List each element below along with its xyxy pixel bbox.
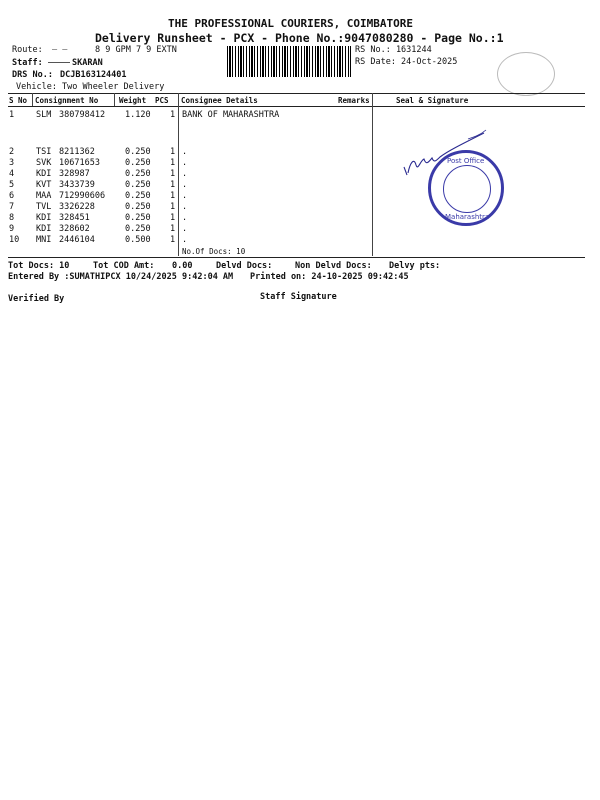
row-sno: 4 [9, 169, 15, 179]
staff-label: Staff: [12, 58, 43, 68]
row-weight: 0.250 [125, 224, 151, 234]
row-pcs: 1 [170, 224, 176, 234]
delvy-pts: Delvy pts: [389, 261, 441, 271]
delvd-docs: Delvd Docs: [216, 261, 273, 271]
row-consignment: 380798412 [59, 110, 106, 120]
row-weight: 0.250 [125, 147, 151, 157]
col-weight: Weight [119, 96, 147, 105]
row-pcs: 1 [170, 158, 176, 168]
row-pcs: 1 [170, 191, 176, 201]
row-consignee: . [182, 191, 188, 201]
table-top-border [8, 93, 585, 94]
row-weight: 0.500 [125, 235, 151, 245]
row-sno: 7 [9, 202, 15, 212]
vehicle-type: Vehicle: Two Wheeler Delivery [16, 82, 165, 92]
col-remarks: Remarks [338, 96, 370, 105]
non-delvd-docs: Non Delvd Docs: [295, 261, 372, 271]
row-pcs: 1 [170, 147, 176, 157]
stamp-text-bottom: Maharashtra [445, 213, 490, 221]
col-seal: Seal & Signature [396, 96, 469, 105]
row-pcs: 1 [170, 235, 176, 245]
drs-value: DCJB163124401 [60, 70, 127, 80]
tot-cod-label: Tot COD Amt: [93, 261, 155, 271]
tot-docs: Tot Docs: 10 [8, 261, 70, 271]
row-prefix: MNI [36, 235, 52, 245]
row-consignment: 10671653 [59, 158, 100, 168]
row-weight: 0.250 [125, 169, 151, 179]
row-weight: 0.250 [125, 202, 151, 212]
col-sno: S No [9, 96, 28, 105]
col-divider [372, 93, 373, 256]
col-divider [114, 93, 115, 106]
row-consignee: BANK OF MAHARASHTRA [182, 110, 280, 120]
row-weight: 0.250 [125, 158, 151, 168]
table-bottom-border [8, 257, 585, 258]
no-of-docs: No.Of Docs: 10 [182, 247, 246, 256]
entered-by: Entered By :SUMATHIPCX 10/24/2025 9:42:04 AM [8, 272, 234, 282]
route-value: 8 9 GPM 7 9 EXTN [95, 45, 177, 55]
col-consignment: Consignment No [35, 96, 99, 105]
row-sno: 5 [9, 180, 15, 190]
row-consignee: . [182, 202, 188, 212]
row-prefix: KDI [36, 224, 52, 234]
col-consignee: Consignee Details [181, 96, 258, 105]
post-office-stamp [428, 150, 504, 226]
row-sno: 10 [9, 235, 20, 245]
row-prefix: KDI [36, 169, 52, 179]
row-sno: 1 [9, 110, 15, 120]
row-consignment: 328987 [59, 169, 90, 179]
row-prefix: SVK [36, 158, 52, 168]
barcode [227, 46, 351, 77]
verified-by: Verified By [8, 294, 65, 304]
row-weight: 1.120 [125, 110, 151, 120]
row-prefix: KDI [36, 213, 52, 223]
rs-date: RS Date: 24-Oct-2025 [355, 57, 458, 67]
row-prefix: KVT [36, 180, 52, 190]
rs-number: RS No.: 1631244 [355, 45, 432, 55]
row-consignment: 8211362 [59, 147, 95, 157]
row-consignee: . [182, 235, 188, 245]
row-pcs: 1 [170, 202, 176, 212]
redaction-mark: — — [52, 45, 68, 55]
row-consignment: 2446104 [59, 235, 95, 245]
row-consignment: 712990606 [59, 191, 106, 201]
row-prefix: TSI [36, 147, 52, 157]
row-prefix: MAA [36, 191, 52, 201]
printed-on: Printed on: 24-10-2025 09:42:45 [250, 272, 409, 282]
stamp-inner-ring [443, 165, 491, 213]
row-pcs: 1 [170, 169, 176, 179]
tot-cod-value: 0.00 [172, 261, 193, 271]
oval-mark [497, 52, 555, 96]
row-pcs: 1 [170, 110, 176, 120]
stamp-text-top: Post Office [447, 157, 485, 165]
col-divider [32, 93, 33, 106]
row-weight: 0.250 [125, 180, 151, 190]
row-consignee: . [182, 158, 188, 168]
redaction-stroke [48, 62, 70, 63]
row-weight: 0.250 [125, 191, 151, 201]
row-prefix: TVL [36, 202, 52, 212]
row-prefix: SLM [36, 110, 52, 120]
route-label: Route: [12, 45, 43, 55]
drs-label: DRS No.: [12, 70, 53, 80]
table-header-border [8, 106, 585, 107]
row-consignee: . [182, 169, 188, 179]
row-sno: 9 [9, 224, 15, 234]
row-sno: 8 [9, 213, 15, 223]
row-consignee: . [182, 180, 188, 190]
staff-signature: Staff Signature [260, 292, 337, 302]
row-pcs: 1 [170, 180, 176, 190]
row-consignee: . [182, 147, 188, 157]
runsheet-title: Delivery Runsheet - PCX - Phone No.:9047080280 - Page No.:1 [95, 31, 504, 45]
row-sno: 3 [9, 158, 15, 168]
row-consignee: . [182, 213, 188, 223]
row-consignment: 328451 [59, 213, 90, 223]
row-sno: 6 [9, 191, 15, 201]
row-sno: 2 [9, 147, 15, 157]
row-consignment: 3433739 [59, 180, 95, 190]
staff-value: SKARAN [72, 58, 103, 68]
row-consignment: 328602 [59, 224, 90, 234]
company-name: THE PROFESSIONAL COURIERS, COIMBATORE [168, 17, 414, 30]
row-consignee: . [182, 224, 188, 234]
col-divider [178, 93, 179, 256]
col-pcs: PCS [155, 96, 169, 105]
row-weight: 0.250 [125, 213, 151, 223]
row-pcs: 1 [170, 213, 176, 223]
row-consignment: 3326228 [59, 202, 95, 212]
